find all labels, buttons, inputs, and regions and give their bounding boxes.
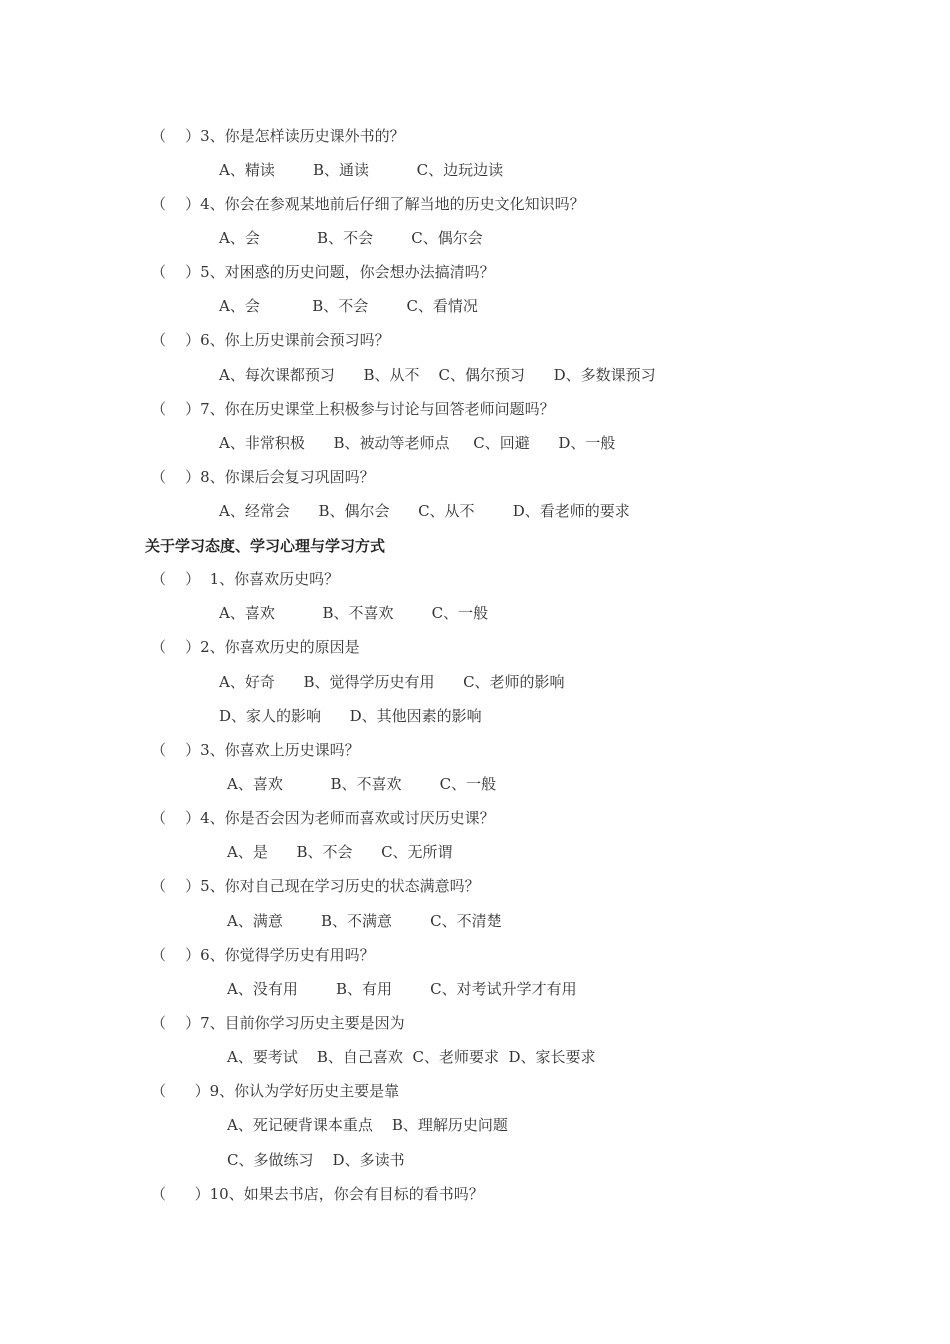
- question-3-like-class: （ ）3、你喜欢上历史课吗？: [151, 741, 360, 759]
- options-q5: A、会 B、不会 C、看情况: [219, 297, 478, 315]
- question-6-preview: （ ）6、你上历史课前会预习吗？: [151, 331, 390, 349]
- options-s2-q9-row1: A、死记硬背课本重点 B、理解历史问题: [227, 1116, 508, 1134]
- options-s2-q3: A、喜欢 B、不喜欢 C、一般: [227, 775, 497, 793]
- question-9-method: （ ）9、你认为学好历史主要是靠: [151, 1082, 400, 1100]
- options-s2-q1: A、喜欢 B、不喜欢 C、一般: [219, 604, 489, 622]
- question-3-reading: （ ）3、你是怎样读历史课外书的？: [151, 127, 405, 145]
- options-s2-q7: A、要考试 B、自己喜欢 C、老师要求 D、家长要求: [227, 1048, 596, 1066]
- question-10-bookstore: （ ）10、如果去书店，你会有目标的看书吗？: [151, 1185, 484, 1203]
- options-s2-q6: A、没有用 B、有用 C、对考试升学才有用: [227, 980, 577, 998]
- section-heading: 关于学习态度、学习心理与学习方式: [145, 537, 386, 555]
- options-q4: A、会 B、不会 C、偶尔会: [219, 229, 483, 247]
- question-5-confusion: （ ）5、对困惑的历史问题，你会想办法搞清吗？: [151, 263, 495, 281]
- options-s2-q9-row2: C、多做练习 D、多读书: [227, 1151, 405, 1169]
- question-5-satisfaction: （ ）5、你对自己现在学习历史的状态满意吗？: [151, 877, 480, 895]
- options-s2-q4: A、是 B、不会 C、无所谓: [227, 843, 453, 861]
- options-s2-q2-row2: D、家人的影响 D、其他因素的影响: [219, 707, 482, 725]
- options-s2-q5: A、满意 B、不满意 C、不清楚: [227, 912, 502, 930]
- options-q8: A、经常会 B、偶尔会 C、从不 D、看老师的要求: [219, 502, 630, 520]
- question-6-useful: （ ）6、你觉得学历史有用吗？: [151, 946, 375, 964]
- options-s2-q2-row1: A、好奇 B、觉得学历史有用 C、老师的影响: [219, 673, 565, 691]
- question-1-like-history: （ ） 1、你喜欢历史吗？: [151, 570, 340, 588]
- question-8-review: （ ）8、你课后会复习巩固吗？: [151, 468, 375, 486]
- question-4-visit: （ ）4、你会在参观某地前后仔细了解当地的历史文化知识吗？: [151, 195, 585, 213]
- question-7-motivation: （ ）7、目前你学习历史主要是因为: [151, 1014, 405, 1032]
- question-2-reason: （ ）2、你喜欢历史的原因是: [151, 638, 360, 656]
- question-7-participation: （ ）7、你在历史课堂上积极参与讨论与回答老师问题吗？: [151, 400, 555, 418]
- question-4-teacher: （ ）4、你是否会因为老师而喜欢或讨厌历史课？: [151, 809, 495, 827]
- options-q7: A、非常积极 B、被动等老师点 C、回避 D、一般: [219, 434, 616, 452]
- options-q6: A、每次课都预习 B、从不 C、偶尔预习 D、多数课预习: [219, 366, 656, 384]
- options-q3: A、精读 B、通读 C、边玩边读: [219, 161, 504, 179]
